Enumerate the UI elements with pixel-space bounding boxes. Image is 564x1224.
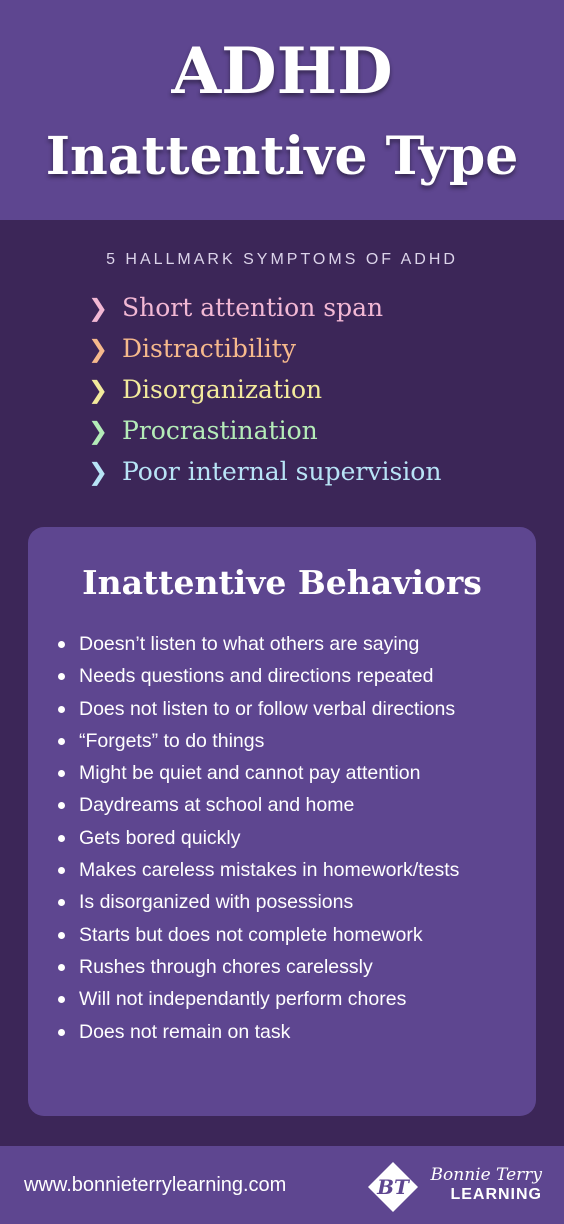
behavior-item xyxy=(58,632,528,657)
hallmark-item xyxy=(88,287,441,328)
bullet-icon xyxy=(58,932,65,939)
hallmark-heading: 5 HALLMARK SYMPTOMS OF ADHD xyxy=(106,251,458,268)
header-banner xyxy=(0,0,564,220)
behavior-item-label: Starts but does not complete homework xyxy=(79,923,423,946)
bullet-icon xyxy=(58,996,65,1003)
behavior-item xyxy=(58,1020,528,1045)
hallmark-item-label: Poor internal supervision xyxy=(122,457,442,486)
behavior-item xyxy=(58,890,528,915)
logo-monogram: BT xyxy=(377,1175,409,1199)
behavior-item-label: Does not listen to or follow verbal directions xyxy=(79,697,456,720)
footer xyxy=(0,1146,564,1224)
chevron-right-icon: ❯ xyxy=(88,417,109,445)
bullet-icon xyxy=(58,673,65,680)
logo-subtitle: LEARNING xyxy=(450,1186,542,1203)
hallmark-item xyxy=(88,328,441,369)
behavior-item xyxy=(58,697,528,722)
bullet-icon xyxy=(58,899,65,906)
chevron-right-icon: ❯ xyxy=(88,458,109,486)
behavior-item xyxy=(58,923,528,948)
bullet-icon xyxy=(58,1029,65,1036)
hallmark-item xyxy=(88,369,441,410)
chevron-right-icon: ❯ xyxy=(88,335,109,363)
behavior-item xyxy=(58,664,528,689)
behavior-item-label: Daydreams at school and home xyxy=(79,794,355,817)
behavior-item-label: Does not remain on task xyxy=(79,1020,291,1043)
behavior-item-label: Might be quiet and cannot pay attention xyxy=(79,762,421,785)
behaviors-title: Inattentive Behaviors xyxy=(82,563,482,602)
bullet-icon xyxy=(58,835,65,842)
bullet-icon xyxy=(58,964,65,971)
hallmark-item xyxy=(88,410,441,451)
page-title: ADHD xyxy=(171,34,393,109)
behaviors-card xyxy=(28,527,536,1116)
behavior-item-label: Will not independantly perform chores xyxy=(79,988,407,1011)
chevron-right-icon: ❯ xyxy=(88,294,109,322)
behavior-item-label: Needs questions and directions repeated xyxy=(79,665,434,688)
hallmark-item-label: Procrastination xyxy=(122,416,318,445)
bullet-icon xyxy=(58,802,65,809)
hallmark-item-label: Disorganization xyxy=(122,375,323,404)
behavior-item xyxy=(58,761,528,786)
chevron-right-icon: ❯ xyxy=(88,376,109,404)
behavior-item xyxy=(58,955,528,980)
bullet-icon xyxy=(58,770,65,777)
logo-name: Bonnie Terry xyxy=(430,1165,542,1185)
bullet-icon xyxy=(58,738,65,745)
hallmark-symptom-list xyxy=(88,287,441,492)
behavior-item-label: Rushes through chores carelessly xyxy=(79,955,373,978)
website-link[interactable]: www.bonnieterrylearning.com xyxy=(24,1174,287,1196)
behavior-item-label: Gets bored quickly xyxy=(79,826,241,849)
behavior-item-label: Doesn’t listen to what others are saying xyxy=(79,633,420,655)
hallmark-item-label: Short attention span xyxy=(122,293,384,322)
logo-icon xyxy=(367,1161,419,1213)
behavior-item-label: Makes careless mistakes in homework/tests xyxy=(79,859,460,882)
behavior-item xyxy=(58,793,528,818)
bullet-icon xyxy=(58,641,65,648)
behavior-item xyxy=(58,729,528,754)
page-subtitle: Inattentive Type xyxy=(45,126,519,187)
bullet-icon xyxy=(58,867,65,874)
hallmark-item-label: Distractibility xyxy=(122,334,296,363)
behavior-item xyxy=(58,826,528,851)
behavior-item-label: Is disorganized with posessions xyxy=(79,891,354,914)
behavior-item-label: “Forgets” to do things xyxy=(79,729,265,752)
bullet-icon xyxy=(58,706,65,713)
hallmark-item xyxy=(88,451,441,492)
behavior-item xyxy=(58,858,528,883)
behaviors-list xyxy=(58,632,528,1052)
behavior-item xyxy=(58,987,528,1012)
